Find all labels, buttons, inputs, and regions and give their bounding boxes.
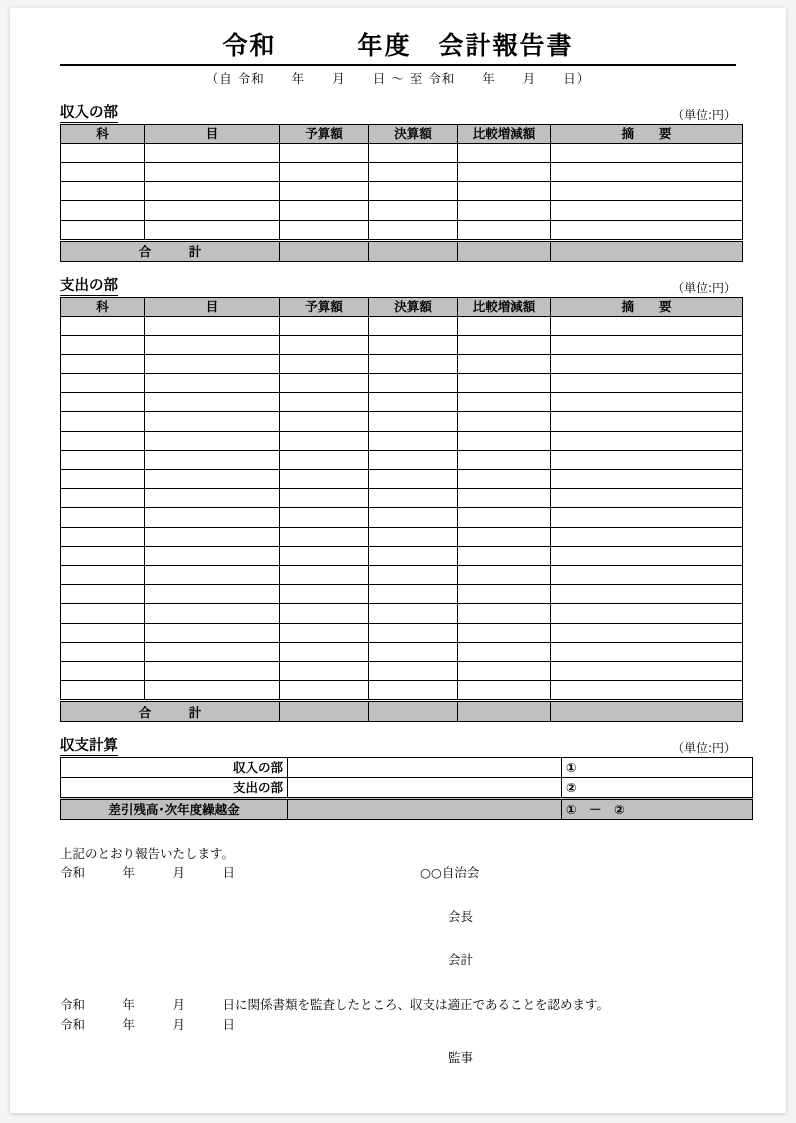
table-row xyxy=(61,470,743,489)
cell-budget[interactable] xyxy=(280,565,369,584)
cell-budget[interactable] xyxy=(280,201,369,220)
cell-variance[interactable] xyxy=(458,546,551,565)
balance-note-income: ① xyxy=(562,757,753,777)
report-date: 令和 年 月 日 xyxy=(60,865,236,881)
report-statement: 上記のとおり報告いたします。 xyxy=(60,845,235,861)
cell-variance[interactable] xyxy=(458,450,551,469)
cell-remarks[interactable] xyxy=(551,681,743,701)
cell-moku[interactable] xyxy=(145,201,280,220)
expense-col-remarks: 摘 要 xyxy=(551,297,743,316)
cell-budget[interactable] xyxy=(280,508,369,527)
cell-budget[interactable] xyxy=(280,489,369,508)
cell-remarks[interactable] xyxy=(551,220,743,240)
cell-remarks[interactable] xyxy=(551,143,743,162)
expense-col-settlement: 決算額 xyxy=(369,297,458,316)
cell-kamoku[interactable] xyxy=(61,412,145,431)
cell-remarks[interactable] xyxy=(551,546,743,565)
cell-remarks[interactable] xyxy=(551,335,743,354)
expense-table-head xyxy=(61,297,743,316)
balance-table xyxy=(60,757,753,820)
cell-settlement[interactable] xyxy=(369,412,458,431)
balance-table-body xyxy=(61,757,753,819)
cell-variance[interactable] xyxy=(458,604,551,623)
table-row xyxy=(61,374,743,393)
cell-budget[interactable] xyxy=(280,661,369,680)
cell-settlement[interactable] xyxy=(369,604,458,623)
cell-settlement[interactable] xyxy=(369,201,458,220)
expense-table-body xyxy=(61,316,743,701)
expense-col-moku: 目 xyxy=(145,297,280,316)
table-row xyxy=(61,489,743,508)
cell-variance[interactable] xyxy=(458,316,551,335)
cell-settlement[interactable] xyxy=(369,450,458,469)
cell-variance[interactable] xyxy=(458,412,551,431)
balance-row-income xyxy=(61,757,753,777)
footer-spacer-2 xyxy=(60,926,736,950)
cell-variance[interactable] xyxy=(458,431,551,450)
cell-settlement[interactable] xyxy=(369,316,458,335)
income-table-head xyxy=(61,124,743,143)
balance-value-carryover[interactable] xyxy=(288,798,562,819)
cell-moku[interactable] xyxy=(145,681,280,701)
balance-row-carryover xyxy=(61,798,753,819)
cell-variance[interactable] xyxy=(458,642,551,661)
cell-moku[interactable] xyxy=(145,565,280,584)
expense-total-budget[interactable] xyxy=(280,701,369,722)
cell-kamoku[interactable] xyxy=(61,163,145,182)
cell-moku[interactable] xyxy=(145,642,280,661)
cell-variance[interactable] xyxy=(458,143,551,162)
income-table xyxy=(60,124,743,262)
cell-remarks[interactable] xyxy=(551,489,743,508)
cell-settlement[interactable] xyxy=(369,335,458,354)
cell-remarks[interactable] xyxy=(551,431,743,450)
role-accountant: 会計 xyxy=(448,952,474,968)
cell-kamoku[interactable] xyxy=(61,393,145,412)
cell-budget[interactable] xyxy=(280,220,369,240)
cell-settlement[interactable] xyxy=(369,489,458,508)
report-period: （自 令和 年 月 日 ～ 至 令和 年 月 日） xyxy=(205,71,591,87)
cell-kamoku[interactable] xyxy=(61,201,145,220)
cell-variance[interactable] xyxy=(458,585,551,604)
cell-moku[interactable] xyxy=(145,623,280,642)
cell-settlement[interactable] xyxy=(369,546,458,565)
expense-total-settlement[interactable] xyxy=(369,701,458,722)
cell-remarks[interactable] xyxy=(551,604,743,623)
cell-budget[interactable] xyxy=(280,527,369,546)
cell-remarks[interactable] xyxy=(551,393,743,412)
table-row xyxy=(61,412,743,431)
income-table-foot xyxy=(61,240,743,261)
expense-section-title: 支出の部 xyxy=(60,277,118,294)
cell-settlement[interactable] xyxy=(369,393,458,412)
table-row xyxy=(61,431,743,450)
cell-budget[interactable] xyxy=(280,642,369,661)
cell-moku[interactable] xyxy=(145,450,280,469)
cell-kamoku[interactable] xyxy=(61,143,145,162)
cell-remarks[interactable] xyxy=(551,412,743,431)
income-header-row xyxy=(61,124,743,143)
cell-variance[interactable] xyxy=(458,489,551,508)
cell-moku[interactable] xyxy=(145,431,280,450)
expense-table-foot xyxy=(61,701,743,722)
cell-settlement[interactable] xyxy=(369,508,458,527)
cell-settlement[interactable] xyxy=(369,374,458,393)
cell-moku[interactable] xyxy=(145,143,280,162)
expense-total-row xyxy=(61,701,743,722)
cell-variance[interactable] xyxy=(458,201,551,220)
table-row xyxy=(61,316,743,335)
expense-col-kamoku: 科 xyxy=(61,297,145,316)
income-table-body xyxy=(61,143,743,240)
document-page xyxy=(10,8,786,1113)
balance-row-expense xyxy=(61,777,753,798)
cell-variance[interactable] xyxy=(458,527,551,546)
table-row xyxy=(61,565,743,584)
cell-settlement[interactable] xyxy=(369,527,458,546)
income-total-label: 合 計 xyxy=(61,240,280,261)
cell-settlement[interactable] xyxy=(369,585,458,604)
cell-remarks[interactable] xyxy=(551,450,743,469)
cell-variance[interactable] xyxy=(458,374,551,393)
cell-moku[interactable] xyxy=(145,354,280,373)
balance-note-expense: ② xyxy=(562,777,753,798)
cell-settlement[interactable] xyxy=(369,182,458,201)
audit-date: 令和 年 月 日 xyxy=(60,1016,236,1032)
cell-variance[interactable] xyxy=(458,565,551,584)
cell-moku[interactable] xyxy=(145,489,280,508)
cell-moku[interactable] xyxy=(145,220,280,240)
expense-unit-note: （単位:円） xyxy=(671,280,736,295)
cell-remarks[interactable] xyxy=(551,163,743,182)
cell-moku[interactable] xyxy=(145,585,280,604)
cell-moku[interactable] xyxy=(145,546,280,565)
cell-kamoku[interactable] xyxy=(61,623,145,642)
cell-remarks[interactable] xyxy=(551,354,743,373)
income-col-kamoku: 科 xyxy=(61,124,145,143)
income-section-header xyxy=(60,105,736,123)
cell-budget[interactable] xyxy=(280,182,369,201)
cell-kamoku[interactable] xyxy=(61,316,145,335)
cell-kamoku[interactable] xyxy=(61,374,145,393)
balance-label-expense: 支出の部 xyxy=(61,777,288,798)
cell-remarks[interactable] xyxy=(551,585,743,604)
cell-kamoku[interactable] xyxy=(61,431,145,450)
cell-remarks[interactable] xyxy=(551,508,743,527)
cell-kamoku[interactable] xyxy=(61,335,145,354)
cell-moku[interactable] xyxy=(145,661,280,680)
expense-total-variance[interactable] xyxy=(458,701,551,722)
cell-kamoku[interactable] xyxy=(61,661,145,680)
cell-variance[interactable] xyxy=(458,470,551,489)
cell-moku[interactable] xyxy=(145,316,280,335)
cell-moku[interactable] xyxy=(145,508,280,527)
cell-settlement[interactable] xyxy=(369,623,458,642)
table-row xyxy=(61,393,743,412)
cell-moku[interactable] xyxy=(145,604,280,623)
cell-kamoku[interactable] xyxy=(61,182,145,201)
cell-kamoku[interactable] xyxy=(61,604,145,623)
table-row xyxy=(61,642,743,661)
table-row xyxy=(61,182,743,201)
table-row xyxy=(61,201,743,220)
audit-statement: 令和 年 月 日に関係書類を監査したところ、収支は適正であることを認めます。 xyxy=(60,997,610,1013)
income-col-budget: 予算額 xyxy=(280,124,369,143)
cell-remarks[interactable] xyxy=(551,527,743,546)
table-row xyxy=(61,585,743,604)
table-row xyxy=(61,661,743,680)
table-row xyxy=(61,335,743,354)
balance-label-carryover: 差引残高･次年度繰越金 xyxy=(61,798,288,819)
cell-settlement[interactable] xyxy=(369,354,458,373)
cell-budget[interactable] xyxy=(280,585,369,604)
cell-settlement[interactable] xyxy=(369,565,458,584)
cell-budget[interactable] xyxy=(280,335,369,354)
expense-col-budget: 予算額 xyxy=(280,297,369,316)
cell-moku[interactable] xyxy=(145,527,280,546)
income-col-remarks: 摘 要 xyxy=(551,124,743,143)
table-row xyxy=(61,450,743,469)
income-unit-note: （単位:円） xyxy=(671,108,736,123)
cell-remarks[interactable] xyxy=(551,201,743,220)
cell-budget[interactable] xyxy=(280,546,369,565)
cell-kamoku[interactable] xyxy=(61,527,145,546)
cell-moku[interactable] xyxy=(145,335,280,354)
cell-budget[interactable] xyxy=(280,450,369,469)
table-row xyxy=(61,681,743,701)
cell-variance[interactable] xyxy=(458,335,551,354)
cell-budget[interactable] xyxy=(280,623,369,642)
cell-settlement[interactable] xyxy=(369,661,458,680)
cell-remarks[interactable] xyxy=(551,316,743,335)
cell-moku[interactable] xyxy=(145,470,280,489)
cell-settlement[interactable] xyxy=(369,143,458,162)
expense-col-variance: 比較増減額 xyxy=(458,297,551,316)
cell-remarks[interactable] xyxy=(551,565,743,584)
table-row xyxy=(61,163,743,182)
balance-value-expense[interactable] xyxy=(288,777,562,798)
cell-kamoku[interactable] xyxy=(61,470,145,489)
cell-remarks[interactable] xyxy=(551,623,743,642)
cell-kamoku[interactable] xyxy=(61,546,145,565)
table-row xyxy=(61,623,743,642)
cell-moku[interactable] xyxy=(145,412,280,431)
cell-variance[interactable] xyxy=(458,220,551,240)
cell-kamoku[interactable] xyxy=(61,681,145,701)
expense-table xyxy=(60,297,743,723)
cell-settlement[interactable] xyxy=(369,163,458,182)
report-date-row xyxy=(60,863,736,882)
expense-total-label: 合 計 xyxy=(61,701,280,722)
cell-variance[interactable] xyxy=(458,508,551,527)
income-total-remarks[interactable] xyxy=(551,240,743,261)
income-total-row xyxy=(61,240,743,261)
balance-unit-note: （単位:円） xyxy=(671,741,736,756)
cell-kamoku[interactable] xyxy=(61,220,145,240)
audit-block xyxy=(60,995,736,1067)
cell-budget[interactable] xyxy=(280,354,369,373)
income-total-settlement[interactable] xyxy=(369,240,458,261)
cell-remarks[interactable] xyxy=(551,661,743,680)
cell-budget[interactable] xyxy=(280,681,369,701)
footer-block xyxy=(60,844,736,1068)
cell-settlement[interactable] xyxy=(369,470,458,489)
role-auditor: 監事 xyxy=(448,1050,474,1066)
table-row xyxy=(61,508,743,527)
table-row xyxy=(61,527,743,546)
cell-variance[interactable] xyxy=(458,163,551,182)
cell-moku[interactable] xyxy=(145,182,280,201)
cell-budget[interactable] xyxy=(280,163,369,182)
balance-section-header xyxy=(60,738,736,756)
title-divider xyxy=(60,64,736,66)
cell-remarks[interactable] xyxy=(551,374,743,393)
cell-kamoku[interactable] xyxy=(61,585,145,604)
table-row xyxy=(61,143,743,162)
cell-budget[interactable] xyxy=(280,143,369,162)
footer-spacer-1 xyxy=(60,883,736,907)
cell-budget[interactable] xyxy=(280,316,369,335)
expense-header-row xyxy=(61,297,743,316)
income-col-settlement: 決算額 xyxy=(369,124,458,143)
balance-note-carryover: ① － ② xyxy=(562,798,753,819)
cell-settlement[interactable] xyxy=(369,642,458,661)
income-col-moku: 目 xyxy=(145,124,280,143)
expense-section-header xyxy=(60,278,736,296)
table-row xyxy=(61,354,743,373)
report-sheet xyxy=(60,30,736,1068)
cell-kamoku[interactable] xyxy=(61,489,145,508)
cell-budget[interactable] xyxy=(280,604,369,623)
income-total-budget[interactable] xyxy=(280,240,369,261)
income-section-title: 収入の部 xyxy=(60,105,118,122)
cell-kamoku[interactable] xyxy=(61,354,145,373)
title-block xyxy=(60,30,736,89)
cell-remarks[interactable] xyxy=(551,470,743,489)
cell-variance[interactable] xyxy=(458,623,551,642)
organization-name: ○○自治会 xyxy=(420,865,480,881)
cell-variance[interactable] xyxy=(458,681,551,701)
income-total-variance[interactable] xyxy=(458,240,551,261)
cell-remarks[interactable] xyxy=(551,182,743,201)
balance-value-income[interactable] xyxy=(288,757,562,777)
table-row xyxy=(61,604,743,623)
cell-budget[interactable] xyxy=(280,393,369,412)
table-row xyxy=(61,220,743,240)
cell-remarks[interactable] xyxy=(551,642,743,661)
cell-settlement[interactable] xyxy=(369,431,458,450)
cell-variance[interactable] xyxy=(458,354,551,373)
table-row xyxy=(61,546,743,565)
cell-kamoku[interactable] xyxy=(61,508,145,527)
cell-variance[interactable] xyxy=(458,393,551,412)
cell-kamoku[interactable] xyxy=(61,565,145,584)
balance-section-title: 収支計算 xyxy=(60,738,118,755)
expense-total-remarks[interactable] xyxy=(551,701,743,722)
cell-budget[interactable] xyxy=(280,470,369,489)
cell-budget[interactable] xyxy=(280,374,369,393)
cell-variance[interactable] xyxy=(458,182,551,201)
cell-kamoku[interactable] xyxy=(61,642,145,661)
page-title: 令和 年度 会計報告書 xyxy=(222,31,574,60)
income-col-variance: 比較増減額 xyxy=(458,124,551,143)
cell-budget[interactable] xyxy=(280,412,369,431)
role-president: 会長 xyxy=(448,908,474,924)
balance-label-income: 収入の部 xyxy=(61,757,288,777)
cell-moku[interactable] xyxy=(145,163,280,182)
cell-kamoku[interactable] xyxy=(61,450,145,469)
cell-settlement[interactable] xyxy=(369,681,458,701)
cell-budget[interactable] xyxy=(280,431,369,450)
cell-settlement[interactable] xyxy=(369,220,458,240)
cell-variance[interactable] xyxy=(458,661,551,680)
cell-moku[interactable] xyxy=(145,374,280,393)
cell-moku[interactable] xyxy=(145,393,280,412)
